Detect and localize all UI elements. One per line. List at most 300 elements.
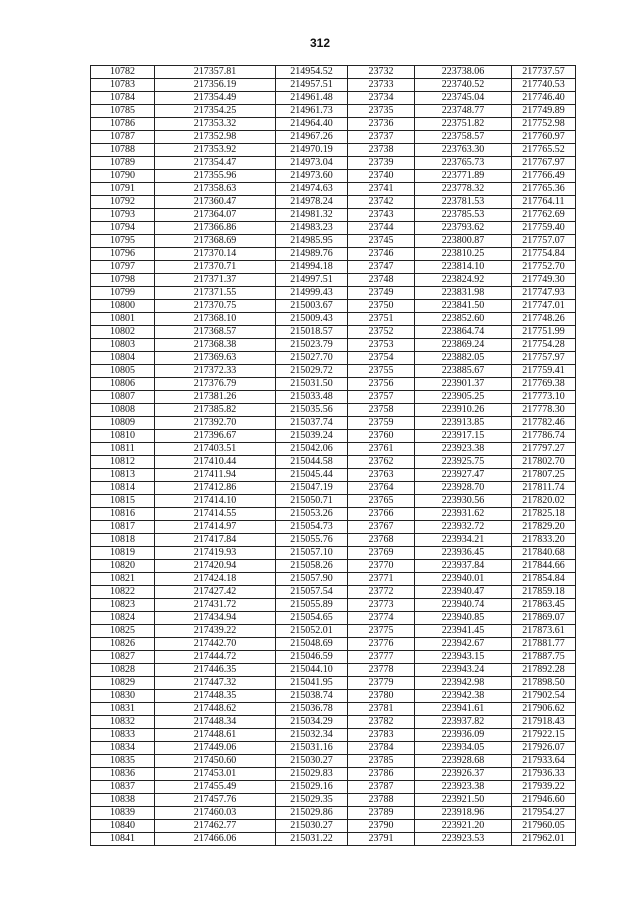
x-coordinate-b-cell: 223781.53 [415,196,512,209]
x-coordinate-b-cell: 223940.01 [415,573,512,586]
y-coordinate-b-cell: 217759.40 [512,222,576,235]
y-coordinate-a-cell: 215030.27 [276,820,348,833]
x-coordinate-a-cell: 217364.07 [155,209,276,222]
y-coordinate-b-cell: 217757.07 [512,235,576,248]
point-number-a-cell: 10820 [91,560,155,573]
y-coordinate-b-cell: 217740.53 [512,79,576,92]
x-coordinate-a-cell: 217376.79 [155,378,276,391]
y-coordinate-a-cell: 214985.95 [276,235,348,248]
x-coordinate-b-cell: 223771.89 [415,170,512,183]
table-row [91,495,576,508]
table-row [91,222,576,235]
table-row [91,274,576,287]
x-coordinate-a-cell: 217370.71 [155,261,276,274]
table-row [91,144,576,157]
x-coordinate-a-cell: 217460.03 [155,807,276,820]
y-coordinate-a-cell: 215055.76 [276,534,348,547]
table-row [91,248,576,261]
table-row [91,79,576,92]
x-coordinate-b-cell: 223864.74 [415,326,512,339]
point-number-a-cell: 10826 [91,638,155,651]
y-coordinate-b-cell: 217863.45 [512,599,576,612]
point-number-a-cell: 10816 [91,508,155,521]
x-coordinate-b-cell: 223765.73 [415,157,512,170]
point-number-a-cell: 10838 [91,794,155,807]
y-coordinate-a-cell: 214973.60 [276,170,348,183]
x-coordinate-a-cell: 217446.35 [155,664,276,677]
y-coordinate-a-cell: 214999.43 [276,287,348,300]
point-number-b-cell: 23734 [348,92,415,105]
y-coordinate-a-cell: 215057.10 [276,547,348,560]
x-coordinate-a-cell: 217442.70 [155,638,276,651]
x-coordinate-a-cell: 217368.10 [155,313,276,326]
point-number-a-cell: 10837 [91,781,155,794]
table-row [91,469,576,482]
point-number-b-cell: 23765 [348,495,415,508]
y-coordinate-b-cell: 217759.41 [512,365,576,378]
table-row [91,66,576,79]
x-coordinate-a-cell: 217370.14 [155,248,276,261]
y-coordinate-a-cell: 215055.89 [276,599,348,612]
y-coordinate-a-cell: 215036.78 [276,703,348,716]
x-coordinate-a-cell: 217424.18 [155,573,276,586]
point-number-b-cell: 23736 [348,118,415,131]
point-number-a-cell: 10821 [91,573,155,586]
point-number-a-cell: 10812 [91,456,155,469]
y-coordinate-b-cell: 217802.70 [512,456,576,469]
point-number-b-cell: 23781 [348,703,415,716]
point-number-b-cell: 23770 [348,560,415,573]
point-number-b-cell: 23768 [348,534,415,547]
x-coordinate-a-cell: 217448.61 [155,729,276,742]
x-coordinate-a-cell: 217353.32 [155,118,276,131]
point-number-b-cell: 23775 [348,625,415,638]
x-coordinate-a-cell: 217368.57 [155,326,276,339]
y-coordinate-b-cell: 217820.02 [512,495,576,508]
y-coordinate-a-cell: 214978.24 [276,196,348,209]
point-number-b-cell: 23741 [348,183,415,196]
point-number-a-cell: 10783 [91,79,155,92]
y-coordinate-b-cell: 217892.28 [512,664,576,677]
y-coordinate-a-cell: 214957.51 [276,79,348,92]
point-number-a-cell: 10791 [91,183,155,196]
point-number-b-cell: 23769 [348,547,415,560]
x-coordinate-b-cell: 223926.37 [415,768,512,781]
y-coordinate-b-cell: 217764.11 [512,196,576,209]
x-coordinate-b-cell: 223918.96 [415,807,512,820]
y-coordinate-a-cell: 214967.26 [276,131,348,144]
x-coordinate-a-cell: 217466.06 [155,833,276,846]
y-coordinate-b-cell: 217933.64 [512,755,576,768]
x-coordinate-a-cell: 217453.01 [155,768,276,781]
table-row [91,404,576,417]
point-number-b-cell: 23756 [348,378,415,391]
y-coordinate-b-cell: 217854.84 [512,573,576,586]
point-number-a-cell: 10810 [91,430,155,443]
x-coordinate-b-cell: 223917.15 [415,430,512,443]
x-coordinate-a-cell: 217370.75 [155,300,276,313]
x-coordinate-b-cell: 223841.50 [415,300,512,313]
x-coordinate-a-cell: 217419.93 [155,547,276,560]
y-coordinate-a-cell: 215034.29 [276,716,348,729]
x-coordinate-a-cell: 217448.34 [155,716,276,729]
x-coordinate-a-cell: 217414.10 [155,495,276,508]
x-coordinate-b-cell: 223921.20 [415,820,512,833]
y-coordinate-b-cell: 217797.27 [512,443,576,456]
point-number-a-cell: 10817 [91,521,155,534]
point-number-a-cell: 10827 [91,651,155,664]
table-row [91,170,576,183]
point-number-b-cell: 23782 [348,716,415,729]
x-coordinate-b-cell: 223921.50 [415,794,512,807]
point-number-b-cell: 23774 [348,612,415,625]
point-number-b-cell: 23762 [348,456,415,469]
y-coordinate-a-cell: 215041.95 [276,677,348,690]
y-coordinate-a-cell: 214973.04 [276,157,348,170]
point-number-b-cell: 23746 [348,248,415,261]
y-coordinate-b-cell: 217778.30 [512,404,576,417]
table-row [91,833,576,846]
point-number-a-cell: 10807 [91,391,155,404]
x-coordinate-a-cell: 217353.92 [155,144,276,157]
x-coordinate-b-cell: 223923.53 [415,833,512,846]
y-coordinate-b-cell: 217786.74 [512,430,576,443]
point-number-b-cell: 23758 [348,404,415,417]
point-number-b-cell: 23742 [348,196,415,209]
x-coordinate-b-cell: 223941.61 [415,703,512,716]
y-coordinate-a-cell: 215054.73 [276,521,348,534]
point-number-a-cell: 10789 [91,157,155,170]
y-coordinate-a-cell: 214981.32 [276,209,348,222]
table-row [91,378,576,391]
y-coordinate-a-cell: 215057.90 [276,573,348,586]
y-coordinate-a-cell: 215009.43 [276,313,348,326]
x-coordinate-b-cell: 223925.75 [415,456,512,469]
point-number-b-cell: 23745 [348,235,415,248]
y-coordinate-b-cell: 217936.33 [512,768,576,781]
x-coordinate-b-cell: 223913.85 [415,417,512,430]
point-number-a-cell: 10792 [91,196,155,209]
y-coordinate-b-cell: 217752.98 [512,118,576,131]
table-row [91,677,576,690]
y-coordinate-b-cell: 217954.27 [512,807,576,820]
point-number-a-cell: 10840 [91,820,155,833]
y-coordinate-b-cell: 217962.01 [512,833,576,846]
y-coordinate-a-cell: 215032.34 [276,729,348,742]
x-coordinate-b-cell: 223934.21 [415,534,512,547]
point-number-b-cell: 23784 [348,742,415,755]
x-coordinate-a-cell: 217369.63 [155,352,276,365]
point-number-b-cell: 23776 [348,638,415,651]
table-row [91,638,576,651]
y-coordinate-a-cell: 215050.71 [276,495,348,508]
y-coordinate-b-cell: 217926.07 [512,742,576,755]
y-coordinate-a-cell: 214954.52 [276,66,348,79]
table-row [91,183,576,196]
point-number-a-cell: 10782 [91,66,155,79]
x-coordinate-a-cell: 217396.67 [155,430,276,443]
y-coordinate-b-cell: 217887.75 [512,651,576,664]
table-row [91,599,576,612]
x-coordinate-a-cell: 217358.63 [155,183,276,196]
y-coordinate-b-cell: 217881.77 [512,638,576,651]
point-number-b-cell: 23748 [348,274,415,287]
point-number-a-cell: 10824 [91,612,155,625]
y-coordinate-b-cell: 217902.54 [512,690,576,703]
table-row [91,781,576,794]
y-coordinate-a-cell: 214994.18 [276,261,348,274]
table-row [91,560,576,573]
table-row [91,326,576,339]
y-coordinate-b-cell: 217840.68 [512,547,576,560]
point-number-b-cell: 23780 [348,690,415,703]
y-coordinate-a-cell: 215029.16 [276,781,348,794]
point-number-a-cell: 10798 [91,274,155,287]
y-coordinate-a-cell: 215058.26 [276,560,348,573]
point-number-b-cell: 23772 [348,586,415,599]
point-number-b-cell: 23735 [348,105,415,118]
table-row [91,703,576,716]
x-coordinate-b-cell: 223928.68 [415,755,512,768]
x-coordinate-b-cell: 223740.52 [415,79,512,92]
point-number-b-cell: 23757 [348,391,415,404]
x-coordinate-b-cell: 223943.15 [415,651,512,664]
x-coordinate-b-cell: 223942.67 [415,638,512,651]
x-coordinate-b-cell: 223905.25 [415,391,512,404]
x-coordinate-b-cell: 223748.77 [415,105,512,118]
x-coordinate-b-cell: 223778.32 [415,183,512,196]
point-number-b-cell: 23773 [348,599,415,612]
x-coordinate-a-cell: 217450.60 [155,755,276,768]
x-coordinate-b-cell: 223930.56 [415,495,512,508]
coordinate-table [90,65,576,846]
point-number-a-cell: 10813 [91,469,155,482]
page-number: 312 [309,36,331,50]
y-coordinate-a-cell: 214989.76 [276,248,348,261]
point-number-a-cell: 10786 [91,118,155,131]
point-number-a-cell: 10795 [91,235,155,248]
x-coordinate-b-cell: 223763.30 [415,144,512,157]
table-row [91,313,576,326]
table-row [91,651,576,664]
x-coordinate-a-cell: 217371.37 [155,274,276,287]
point-number-b-cell: 23738 [348,144,415,157]
y-coordinate-b-cell: 217766.49 [512,170,576,183]
x-coordinate-a-cell: 217410.44 [155,456,276,469]
y-coordinate-a-cell: 215003.67 [276,300,348,313]
x-coordinate-b-cell: 223928.70 [415,482,512,495]
point-number-a-cell: 10797 [91,261,155,274]
y-coordinate-b-cell: 217760.97 [512,131,576,144]
x-coordinate-b-cell: 223937.82 [415,716,512,729]
table-row [91,157,576,170]
y-coordinate-b-cell: 217762.69 [512,209,576,222]
point-number-b-cell: 23755 [348,365,415,378]
y-coordinate-b-cell: 217946.60 [512,794,576,807]
point-number-b-cell: 23759 [348,417,415,430]
y-coordinate-a-cell: 215030.27 [276,755,348,768]
x-coordinate-a-cell: 217414.97 [155,521,276,534]
x-coordinate-a-cell: 217372.33 [155,365,276,378]
table-row [91,664,576,677]
point-number-a-cell: 10834 [91,742,155,755]
x-coordinate-a-cell: 217427.42 [155,586,276,599]
point-number-a-cell: 10833 [91,729,155,742]
y-coordinate-b-cell: 217922.15 [512,729,576,742]
table-row [91,131,576,144]
point-number-b-cell: 23752 [348,326,415,339]
y-coordinate-a-cell: 215057.54 [276,586,348,599]
y-coordinate-b-cell: 217898.50 [512,677,576,690]
y-coordinate-a-cell: 215029.35 [276,794,348,807]
x-coordinate-a-cell: 217448.62 [155,703,276,716]
y-coordinate-a-cell: 215018.57 [276,326,348,339]
point-number-a-cell: 10830 [91,690,155,703]
point-number-b-cell: 23732 [348,66,415,79]
point-number-a-cell: 10832 [91,716,155,729]
y-coordinate-b-cell: 217782.46 [512,417,576,430]
y-coordinate-b-cell: 217752.70 [512,261,576,274]
x-coordinate-a-cell: 217439.22 [155,625,276,638]
x-coordinate-a-cell: 217431.72 [155,599,276,612]
x-coordinate-a-cell: 217366.86 [155,222,276,235]
y-coordinate-a-cell: 214970.19 [276,144,348,157]
x-coordinate-b-cell: 223758.57 [415,131,512,144]
point-number-b-cell: 23761 [348,443,415,456]
x-coordinate-b-cell: 223923.38 [415,781,512,794]
x-coordinate-a-cell: 217371.55 [155,287,276,300]
x-coordinate-a-cell: 217412.86 [155,482,276,495]
x-coordinate-a-cell: 217417.84 [155,534,276,547]
x-coordinate-b-cell: 223941.45 [415,625,512,638]
point-number-a-cell: 10808 [91,404,155,417]
table-row [91,508,576,521]
point-number-b-cell: 23733 [348,79,415,92]
point-number-b-cell: 23764 [348,482,415,495]
table-row [91,612,576,625]
point-number-b-cell: 23760 [348,430,415,443]
x-coordinate-a-cell: 217368.38 [155,339,276,352]
point-number-a-cell: 10841 [91,833,155,846]
table-row [91,768,576,781]
point-number-b-cell: 23737 [348,131,415,144]
y-coordinate-b-cell: 217825.18 [512,508,576,521]
y-coordinate-a-cell: 215031.22 [276,833,348,846]
y-coordinate-b-cell: 217844.66 [512,560,576,573]
point-number-a-cell: 10836 [91,768,155,781]
x-coordinate-b-cell: 223932.72 [415,521,512,534]
point-number-b-cell: 23743 [348,209,415,222]
y-coordinate-a-cell: 215053.26 [276,508,348,521]
x-coordinate-b-cell: 223745.04 [415,92,512,105]
point-number-a-cell: 10787 [91,131,155,144]
table-row [91,261,576,274]
point-number-b-cell: 23766 [348,508,415,521]
y-coordinate-b-cell: 217773.10 [512,391,576,404]
point-number-a-cell: 10805 [91,365,155,378]
point-number-b-cell: 23749 [348,287,415,300]
table-body [91,66,576,846]
point-number-a-cell: 10790 [91,170,155,183]
x-coordinate-a-cell: 217444.72 [155,651,276,664]
table-row [91,742,576,755]
point-number-b-cell: 23778 [348,664,415,677]
x-coordinate-b-cell: 223936.45 [415,547,512,560]
point-number-a-cell: 10801 [91,313,155,326]
point-number-a-cell: 10788 [91,144,155,157]
y-coordinate-a-cell: 214961.73 [276,105,348,118]
x-coordinate-b-cell: 223852.60 [415,313,512,326]
x-coordinate-b-cell: 223940.47 [415,586,512,599]
x-coordinate-b-cell: 223810.25 [415,248,512,261]
table-row [91,443,576,456]
y-coordinate-a-cell: 215035.56 [276,404,348,417]
x-coordinate-b-cell: 223934.05 [415,742,512,755]
x-coordinate-b-cell: 223942.38 [415,690,512,703]
y-coordinate-a-cell: 215033.48 [276,391,348,404]
table-row [91,820,576,833]
table-row [91,729,576,742]
table-row [91,547,576,560]
point-number-b-cell: 23788 [348,794,415,807]
table-row [91,794,576,807]
point-number-a-cell: 10818 [91,534,155,547]
x-coordinate-b-cell: 223869.24 [415,339,512,352]
x-coordinate-a-cell: 217352.98 [155,131,276,144]
point-number-a-cell: 10814 [91,482,155,495]
x-coordinate-b-cell: 223882.05 [415,352,512,365]
x-coordinate-a-cell: 217448.35 [155,690,276,703]
point-number-b-cell: 23751 [348,313,415,326]
table-row [91,755,576,768]
point-number-a-cell: 10839 [91,807,155,820]
table-row [91,209,576,222]
point-number-a-cell: 10785 [91,105,155,118]
y-coordinate-b-cell: 217747.01 [512,300,576,313]
table-row [91,300,576,313]
y-coordinate-b-cell: 217757.97 [512,352,576,365]
y-coordinate-a-cell: 215023.79 [276,339,348,352]
point-number-a-cell: 10804 [91,352,155,365]
table-row [91,586,576,599]
point-number-b-cell: 23767 [348,521,415,534]
y-coordinate-b-cell: 217829.20 [512,521,576,534]
x-coordinate-b-cell: 223831.98 [415,287,512,300]
y-coordinate-b-cell: 217751.99 [512,326,576,339]
point-number-a-cell: 10823 [91,599,155,612]
y-coordinate-b-cell: 217737.57 [512,66,576,79]
x-coordinate-b-cell: 223793.62 [415,222,512,235]
y-coordinate-b-cell: 217765.52 [512,144,576,157]
x-coordinate-b-cell: 223923.38 [415,443,512,456]
point-number-a-cell: 10803 [91,339,155,352]
point-number-a-cell: 10835 [91,755,155,768]
y-coordinate-b-cell: 217748.26 [512,313,576,326]
table-row [91,521,576,534]
x-coordinate-a-cell: 217355.96 [155,170,276,183]
y-coordinate-a-cell: 214964.40 [276,118,348,131]
table-row [91,339,576,352]
table-row [91,716,576,729]
table-row [91,417,576,430]
point-number-b-cell: 23789 [348,807,415,820]
x-coordinate-b-cell: 223927.47 [415,469,512,482]
point-number-a-cell: 10811 [91,443,155,456]
y-coordinate-b-cell: 217869.07 [512,612,576,625]
point-number-b-cell: 23783 [348,729,415,742]
point-number-a-cell: 10815 [91,495,155,508]
y-coordinate-a-cell: 214961.48 [276,92,348,105]
